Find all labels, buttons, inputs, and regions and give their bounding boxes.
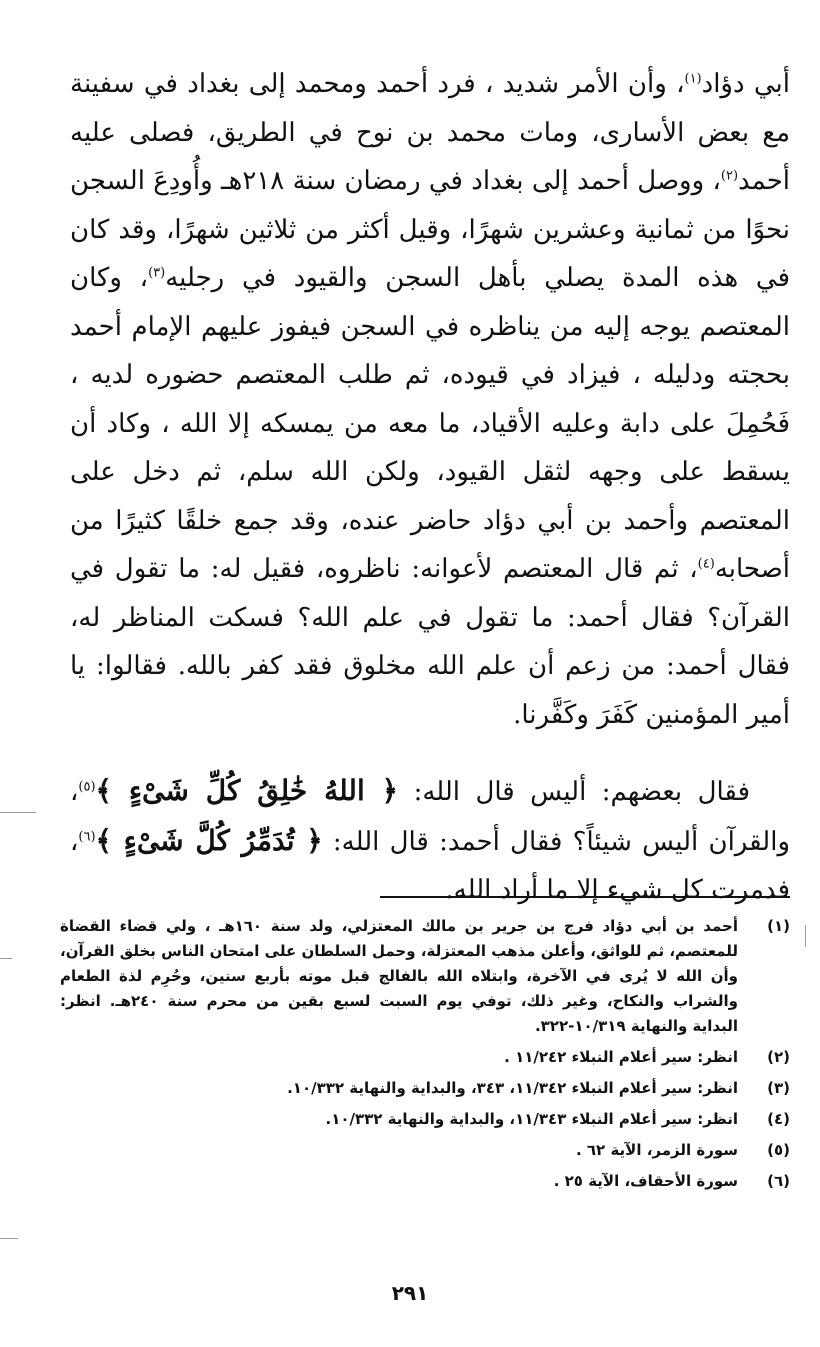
footnote-ref-1[interactable]: (١) (684, 71, 702, 87)
text-run: ، وأن الأمر شديد ، فرد أحمد ومحمد إلى بغداد في سفينة مع بعض الأسارى، ومات محمد بن نوح في الطريق، فصلى عليه أحمد (70, 69, 790, 196)
main-text (70, 60, 790, 915)
text-run: ، وكان المعتصم يوجه إليه من يناظره في السجن فيفوز عليهم الإمام أحمد بحجته ودليله ، فيزاد في قيوده، ثم طلب المعتصم حضوره لديه ، فَحُمِلَ على دابة وعليه الأقياد، ما معه من يمسكه إلا الله ، وكاد أن يسقط على وجهه لثقل القيود، ولكن الله سلم، ثم دخل على المعتصم وأحمد بن أبي دؤاد حاضر عنده، وقد جمع خلقًا كثيرًا من أصحابه (70, 263, 790, 584)
page-number: ٢٩١ (391, 1281, 429, 1305)
footnote-number: (٤) (767, 1110, 790, 1128)
footnote-ref-6[interactable]: (٦) (78, 828, 96, 844)
footnote-ref-4[interactable]: (٤) (697, 556, 715, 572)
footnote-text: انظر: سير أعلام النبلاء ١١/٢٤٢ . (504, 1048, 738, 1066)
footnote-number: (٣) (767, 1079, 790, 1097)
footnote-text: سورة الأحقاف، الآية ٢٥ . (553, 1172, 738, 1190)
footnote-ref-5[interactable]: (٥) (78, 779, 96, 795)
scan-artifact (805, 925, 806, 947)
text-run: ، والقرآن أليس شيئاً؟ فقال أحمد: قال الله: (70, 777, 791, 857)
quran-verse-2: ﴿ تُدَمِّرُ كُلَّ شَىْءٍ ﴾ (95, 823, 323, 857)
text-run: ، ثم قال المعتصم لأعوانه: ناظروه، فقيل له: ما تقول في القرآن؟ فقال أحمد: ما تقول في علم الله؟ فسكت المناظر له، فقال أحمد: من زعم أن علم الله مخلوق فقد كفر بالله. فقالوا: يا أمير المؤمنين كَفَرَ وكَفَّرنا. (70, 554, 790, 730)
footnote-item (60, 1045, 790, 1070)
footnote-item (60, 1107, 790, 1132)
text-run: ، فدمرت كل شيء إلا ما أراد الله. (70, 826, 790, 905)
footnote-item (60, 914, 790, 1039)
text-run: فقال بعضهم: أليس قال الله: (413, 777, 750, 807)
text-run: ، ووصل أحمد إلى بغداد في رمضان سنة ٢١٨هـ وأُودِعَ السجن نحوًا من ثمانية وعشرين شهرًا، وقيل أكثر من ثلاثين شهرًا، وقد كان في هذه المدة يصلي بأهل السجن والقيود في رجليه (70, 166, 790, 293)
footnote-ref-2[interactable]: (٢) (720, 168, 739, 184)
paragraph-2 (70, 767, 790, 915)
footnote-item (60, 1169, 790, 1194)
paragraph-1 (70, 60, 790, 739)
footnote-ref-3[interactable]: (٣) (148, 265, 166, 281)
footnote-number: (٢) (767, 1048, 790, 1066)
footnote-item (60, 1076, 790, 1101)
footnote-text: أحمد بن أبي دؤاد فرج بن جرير بن مالك المعتزلي، ولد سنة ١٦٠هـ ، ولي قضاء القضاة للمعتصم، ثم للواثق، وأعلن مذهب المعتزلة، وحمل السلطان على امتحان الناس بخلق القرآن، وأن الله لا يُرى في الآخرة، وابتلاه الله بالفالج قبل موته بأربع سنين، وحُرِم لذة الطعام والشراب والنكاح، وغير ذلك، توفي يوم السبت لسبع بقين من محرم سنة ٢٤٠هـ. انظر: البداية والنهاية ١٠/٣١٩-٣٢٢. (60, 917, 738, 1035)
scan-artifact (0, 812, 36, 813)
footnotes (60, 914, 790, 1200)
scan-artifact (0, 958, 12, 959)
footnote-text: سورة الزمر، الآية ٦٢ . (575, 1141, 738, 1159)
footnote-number: (٥) (767, 1141, 790, 1159)
footnote-item (60, 1138, 790, 1163)
quran-verse-1: ﴿ اللهُ خَٰلِقُ كُلِّ شَىْءٍ ﴾ (95, 774, 399, 807)
footnote-number: (١) (767, 917, 790, 935)
scan-artifact (0, 1238, 18, 1239)
footnote-text: انظر: سير أعلام النبلاء ١١/٣٤٣، والبداية والنهاية ١٠/٣٣٢. (325, 1110, 738, 1128)
footnote-separator (380, 896, 790, 898)
footnote-text: انظر: سير أعلام النبلاء ١١/٣٤٢، ٣٤٣، والبداية والنهاية ١٠/٣٣٢. (287, 1079, 738, 1097)
text-run: أبي دؤاد (701, 69, 790, 99)
footnote-number: (٦) (767, 1172, 790, 1190)
